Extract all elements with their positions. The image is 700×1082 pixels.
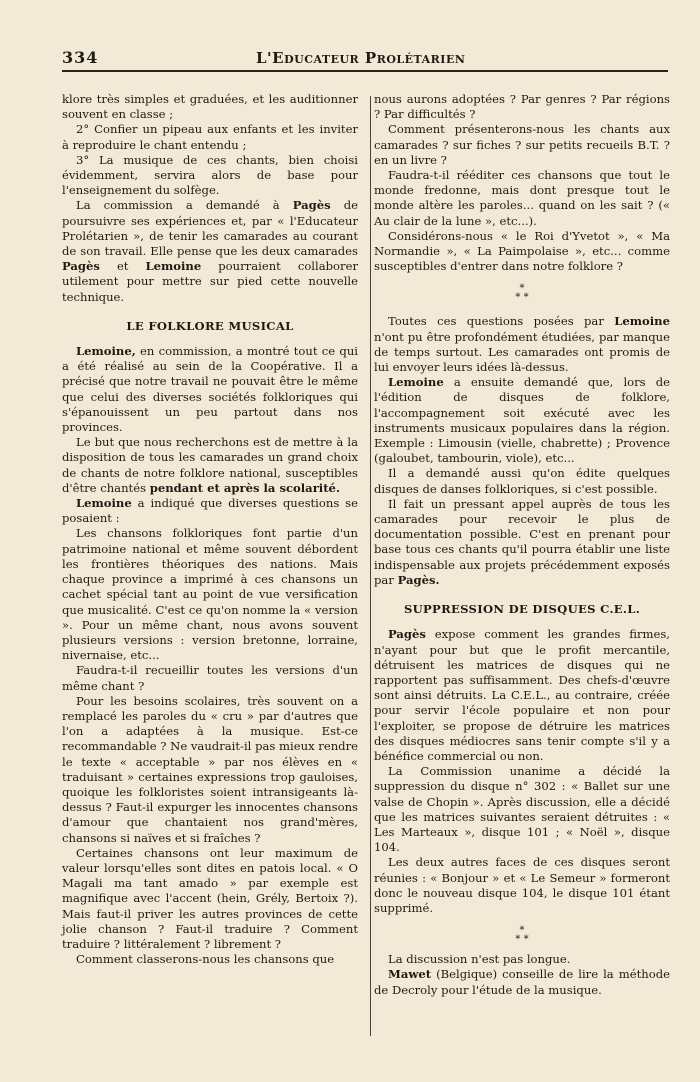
page-number: 334: [62, 48, 99, 67]
paragraph: Considérons-nous « le Roi d'Yvetot », « Ma Normandie », « La Paimpolaise », etc... comme susceptibles d'entrer dans notre folklore ?: [374, 228, 670, 274]
author-name: Lemoine,: [76, 344, 136, 359]
header-rule: [62, 70, 668, 72]
author-name: Pagès: [62, 259, 100, 274]
author-name: Lemoine: [76, 496, 132, 511]
paragraph: [374, 375, 670, 466]
asterism-separator: * * *: [515, 925, 529, 946]
text-run: Il fait un pressant appel auprès de tous les camarades pour recevoir le plus de documentation possible. C'est en prenant pour base tous ces chants qu'il pourra établir une liste indispensable aux projets précédemment exposés par: [374, 496, 670, 587]
text-run: expose comment les grandes firmes, n'ayant pour but que le profit mercantile, détruisent les matrices de disques qui ne rapportent pas suffisamment. Des chefs-d'œuvre sont ainsi détruits. La C.E.L., au contraire, créée pour servir l'école populaire et non pour l'exploiter, se propose de détruire les matrices des disques médiocres sans tenir compte s'il y a bénéfice commercial ou non.: [374, 627, 670, 763]
paragraph: Pour les besoins scolaires, très souvent on a remplacé les paroles du « cru » par d'autres que l'on a adaptées à la musique. Est-ce recommandable ? Ne vaudrait-il pas mieux rendre le texte « acceptable » par nos élèves en « traduisant » certaines expressions trop gauloises, quoique les folkloristes soient intransigeants là-dessus ? Faut-il expurger les innocentes chansons d'amour que chantaient nos grand'mères, chansons si naïves et si fraîches ?: [62, 693, 358, 845]
author-name: Mawet: [388, 967, 432, 982]
section-heading: LE FOLKLORE MUSICAL: [126, 318, 294, 333]
text-run: La commission a demandé à: [76, 198, 293, 213]
text-run: de poursuivre ses expériences et, par « l'Educateur Prolétarien », de tenir les camarades au courant de son travail. Elle pense que les deux camarades: [62, 198, 358, 259]
column-divider: [370, 96, 371, 1036]
author-name: Lemoine: [145, 259, 202, 274]
author-name: Pagès.: [397, 572, 440, 587]
text-run: pourraient collaborer utilement pour mettre sur pied cette nouvelle technique.: [62, 259, 358, 304]
paragraph: [374, 497, 670, 588]
paragraph: [374, 627, 670, 764]
author-name: Lemoine: [614, 314, 670, 329]
paragraph: [374, 967, 670, 997]
paragraph: La discussion n'est pas longue.: [388, 952, 571, 967]
right-column: [374, 92, 670, 998]
paragraph: [374, 314, 670, 375]
author-name: Pagès: [292, 198, 331, 213]
paragraph: Certaines chansons ont leur maximum de valeur lorsqu'elles sont dites en patois local. « O Magali ma tant amado » par exemple est magnifique avec l'accent (hein, Grély, Bertoix ?). Mais faut-il priver les autres provinces de cette jolie chanson ? Faut-il traduire ? Comment traduire ? littéralement ? librement ?: [62, 845, 358, 951]
text-run: a ensuite demandé que, lors de l'édition de disques de folklore, l'accompagnement soit exécuté avec les instruments musicaux populaires dans la région. Exemple : Limousin (vielle, chabrette) ; Provence (galoubet, tambourin, viole), etc...: [374, 375, 670, 466]
author-name: Pagès: [388, 627, 426, 642]
asterism-separator: * * *: [515, 283, 529, 304]
paragraph: Il a demandé aussi qu'on édite quelques disques de danses folkloriques, si c'est possible.: [374, 466, 670, 496]
paragraph: Les chansons folkloriques font partie d'un patrimoine national et même souvent débordent les frontières théoriques des nations. Mais chaque province a imprimé à ces chansons un cachet spécial tant au point de vue versification que musicalité. C'est ce qu'on nomme la « version ». Pour un même chant, nous avons souvent plusieurs versions : version bretonne, lorraine, nivernaise, etc...: [62, 526, 358, 663]
paragraph: 3° La musique de ces chants, bien choisi évidemment, servira alors de base pour l'enseignement du solfège.: [62, 152, 358, 198]
text-run: n'ont pu être profondément étudiées, par manque de temps surtout. Les camarades ont promis de lui envoyer leurs idées là-dessus.: [374, 329, 670, 375]
page-header: [62, 44, 668, 70]
paragraph: Comment présenterons-nous les chants aux camarades ? sur fiches ? sur petits recueils B.T. ? en un livre ?: [374, 122, 670, 167]
text-run: (Belgique) conseille de lire la méthode de Decroly pour l'étude de la musique.: [374, 967, 670, 997]
paragraph: klore très simples et graduées, et les auditionner souvent en classe ;: [62, 92, 358, 122]
paragraph: Faudra-t-il rééditer ces chansons que tout le monde fredonne, mais dont presque tout le monde altère les paroles... quand on les sait ? (« Au clair de la lune », etc...).: [374, 168, 670, 228]
journal-title: L'Educateur Prolétarien: [256, 49, 466, 67]
paragraph: La Commission unanime a décidé la suppression du disque n° 302 : « Ballet sur une valse de Chopin ». Après discussion, elle a décidé que les matrices suivantes seraient détruites : « Les Marteaux », disque 101 ; « Noël », disque 104.: [374, 764, 670, 855]
paragraph: [62, 344, 358, 435]
section-heading: SUPPRESSION DE DISQUES C.E.L.: [403, 602, 641, 617]
text-run: a indiqué que diverses questions se posaient :: [62, 496, 358, 526]
paragraph: [62, 198, 358, 304]
paragraph: Les deux autres faces de ces disques seront réunies : « Bonjour » et « Le Semeur » formeront donc le nouveau disque 104, le disque 101 étant supprimé.: [374, 855, 670, 915]
text-run: et: [99, 259, 146, 274]
paragraph: nous aurons adoptées ? Par genres ? Par régions ? Par difficultés ?: [374, 92, 670, 122]
text-run: en commission, a montré tout ce qui a été réalisé au sein de la Coopérative. Il a précisé que notre travail ne pouvait être le même que celui des diverses sociétés folkloriques qui s'épanouissent un peu partout dans nos provinces.: [62, 344, 358, 435]
paragraph: [62, 435, 358, 496]
paragraph: Comment classerons-nous les chansons que: [76, 952, 335, 967]
paragraph: 2° Confier un pipeau aux enfants et les inviter à reproduire le chant entendu ;: [62, 122, 358, 152]
paragraph: [62, 496, 358, 526]
author-name: Lemoine: [388, 375, 444, 390]
text-run: Toutes ces questions posées par: [388, 314, 615, 329]
left-column: [62, 92, 358, 967]
bold-phrase: pendant et après la scolarité.: [149, 480, 340, 495]
text-run: Le but que nous recherchons est de mettre à la disposition de tous les camarades un grand choix de chants de notre folklore national, susceptibles d'être chantés: [62, 435, 358, 495]
paragraph: Faudra-t-il recueillir toutes les versions d'un même chant ?: [62, 663, 358, 693]
